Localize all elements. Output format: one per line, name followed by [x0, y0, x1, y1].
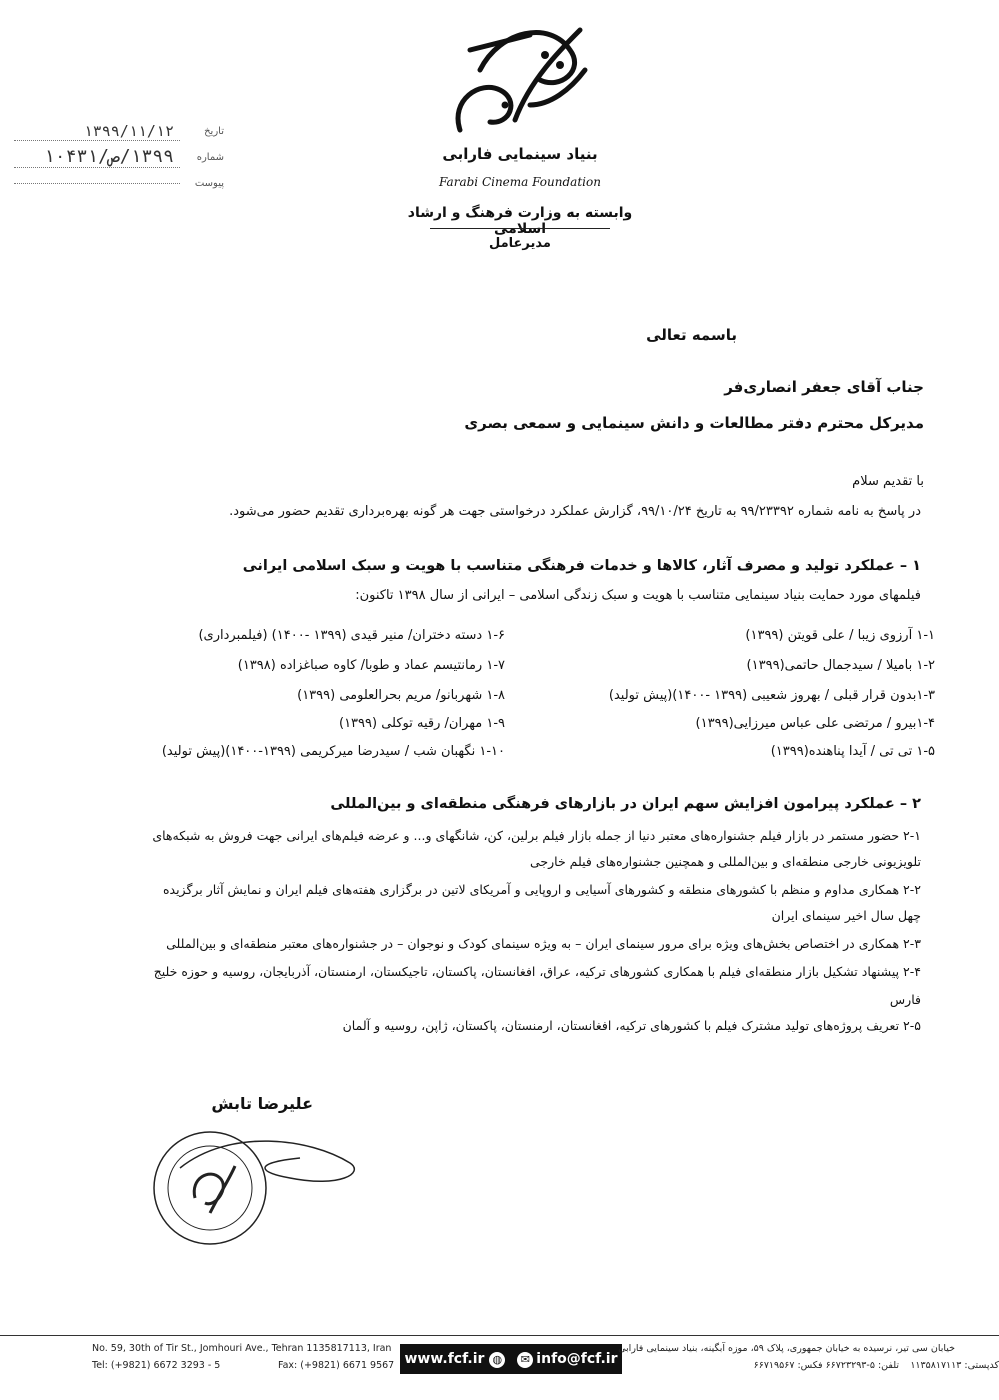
item-2-3: ۲-۳ همکاری در اختصاص بخش‌های ویژه برای مرور سینمای ایران – به ویژه سینمای کودک و نوجوان – در جشنواره‌های معتبر منطقه‌ای و بین‌المللی	[166, 936, 921, 951]
org-name-en: Farabi Cinema Foundation	[439, 175, 601, 189]
film-item: ۱-۳بدون قرار قبلی / بهروز شعیبی (۱۳۹۹ -۱۴۰۰)(پیش تولید)	[608, 688, 935, 703]
letter-meta	[14, 118, 224, 196]
attachment-label: پیوست	[194, 177, 224, 189]
item-2-4-line-2: فارس	[889, 992, 921, 1007]
invocation: باسمه تعالی	[646, 326, 737, 344]
film-item: ۱-۲ بامیلا / سیدجمال حاتمی(۱۳۹۹)	[746, 658, 935, 673]
number-row	[14, 144, 224, 170]
item-2-2-line-1: ۲-۲ همکاری مداوم و منظم با کشورهای منطقه و کشورهای آسیایی و اروپایی و آمریکای لاتین در برگزاری هفته‌های فیلم ایران و نمایش آثار برگزیده	[162, 882, 921, 897]
item-2-1-line-1: ۲-۱ حضور مستمر در بازار فیلم جشنواره‌های معتبر دنیا از جمله بازار فیلم برلین، کن، شانگهای و... و عرضه فیلم‌های ایرانی جهت فروش به شبکه‌های	[152, 828, 921, 843]
footer-fax-en: Fax: (+9821) 6671 9567	[278, 1360, 395, 1371]
email-link[interactable]: ✉ info@fcf.ir	[517, 1351, 617, 1368]
signatory-name: علیرضا تابش	[211, 1094, 313, 1113]
item-2-2-line-2: چهل سال اخیر سینمای ایران	[771, 908, 921, 923]
footer-postal-fa: کدپستی: ۱۱۳۵۸۱۷۱۱۳	[910, 1360, 999, 1371]
section-1-intro: فیلمهای مورد حمایت بنیاد سینمایی متناسب با هویت و سبک زندگی اسلامی – ایرانی از سال ۱۳۹۸ تاکنون:	[355, 588, 921, 603]
website-link[interactable]: www.fcf.ir ◍	[404, 1351, 508, 1368]
mail-icon: ✉	[517, 1352, 533, 1368]
recipient-name: جناب آقای جعفر انصاری‌فر	[724, 378, 924, 396]
attachment-row	[14, 170, 224, 196]
section-2-title: ۲ – عملکرد پیرامون افزایش سهم ایران در بازارهای فرهنگی منطقه‌ای و بین‌المللی	[330, 796, 921, 812]
letterhead	[400, 10, 640, 260]
footer-tel-en: Tel: (+9821) 6672 3293 - 5	[92, 1360, 221, 1371]
film-item: ۱-۷ رمانتیسم عماد و طوبا/ کاوه صباغزاده (۱۳۹۸)	[237, 658, 505, 673]
film-item: ۱-۶ دسته دختران/ منیر قیدی (۱۳۹۹ -۱۴۰۰) (فیلمبرداری)	[198, 628, 505, 643]
film-item: ۱-۸ شهربانو/ مریم بحرالعلومی (۱۳۹۹)	[297, 688, 505, 703]
globe-icon: ◍	[489, 1352, 505, 1368]
footer-address-fa: خیابان سی تیر، نرسیده به خیابان جمهوری، پلاک ۵۹، موزه آبگینه، بنیاد سینمایی فارابی	[618, 1343, 955, 1354]
film-item: ۱-۹ مهران/ رقیه توکلی (۱۳۹۹)	[339, 716, 505, 731]
film-item: ۱-۵ تی تی / آیدا پناهنده(۱۳۹۹)	[770, 744, 935, 759]
greeting: با تقدیم سلام	[852, 474, 924, 489]
item-2-5: ۲-۵ تعریف پروژه‌های تولید مشترک فیلم با کشورهای ترکیه، افغانستان، ارمنستان، پاکستان، ژاپن، روسیه و آلمان	[342, 1018, 921, 1033]
number-value: ۱۳۹۹/ص/۱۰۴۳۱	[14, 146, 180, 168]
date-value: ۱۳۹۹/۱۱/۱۲	[14, 122, 180, 141]
date-row	[14, 118, 224, 144]
farabi-logo-icon	[420, 10, 620, 145]
number-label: شماره	[196, 151, 224, 163]
footer-address-en: No. 59, 30th of Tir St., Jomhouri Ave., Tehran 1135817113, Iran	[92, 1343, 392, 1354]
attachment-value	[14, 183, 180, 184]
stamp-signature-icon	[140, 1118, 380, 1258]
footer-divider	[0, 1335, 999, 1336]
date-label: تاریخ	[204, 125, 224, 137]
footer-contact-bar	[400, 1344, 622, 1374]
office-title: مدیرعامل	[489, 236, 551, 251]
film-item: ۱-۱ آرزوی زیبا / علی قویتن (۱۳۹۹)	[745, 628, 935, 643]
film-item: ۱-۱۰ نگهبان شب / سیدرضا میرکریمی (۱۳۹۹-۱۴۰۰)(پیش تولید)	[161, 744, 505, 759]
film-item: ۱-۴بیرو / مرتضی علی عباس میرزایی(۱۳۹۹)	[695, 716, 935, 731]
item-2-1-line-2: تلویزیونی خارجی منطقه‌ای و بین‌المللی و همچنین جشنواره‌های فیلم خارجی	[529, 854, 921, 869]
section-1-title: ۱ – عملکرد تولید و مصرف آثار، کالاها و خدمات فرهنگی متناسب با هویت و سبک اسلامی ایرانی	[242, 558, 921, 574]
ministry-affiliation: وابسته به وزارت فرهنگ و ارشاد اسلامی	[407, 205, 633, 237]
org-name-fa: بنیاد سینمایی فارابی	[442, 145, 598, 163]
recipient-title: مدیرکل محترم دفتر مطالعات و دانش سینمایی و سمعی بصری	[464, 414, 924, 432]
footer-phone-fa: تلفن: ۵-۶۶۷۲۳۲۹۳ فکس: ۶۶۷۱۹۵۶۷	[753, 1360, 899, 1371]
item-2-4-line-1: ۲-۴ پیشنهاد تشکیل بازار منطقه‌ای فیلم با همکاری کشورهای ترکیه، عراق، افغانستان، پاکستان، تاجیکستان، ارمنستان، آذربایجان، روسیه و حوزه خلیج	[153, 964, 921, 979]
ministry-divider	[430, 228, 610, 229]
intro-paragraph: در پاسخ به نامه شماره ۹۹/۲۳۳۹۲ به تاریخ ۹۹/۱۰/۲۴، گزارش عملکرد درخواستی جهت هر گونه بهره‌برداری تقدیم حضور می‌شود.	[229, 504, 921, 519]
